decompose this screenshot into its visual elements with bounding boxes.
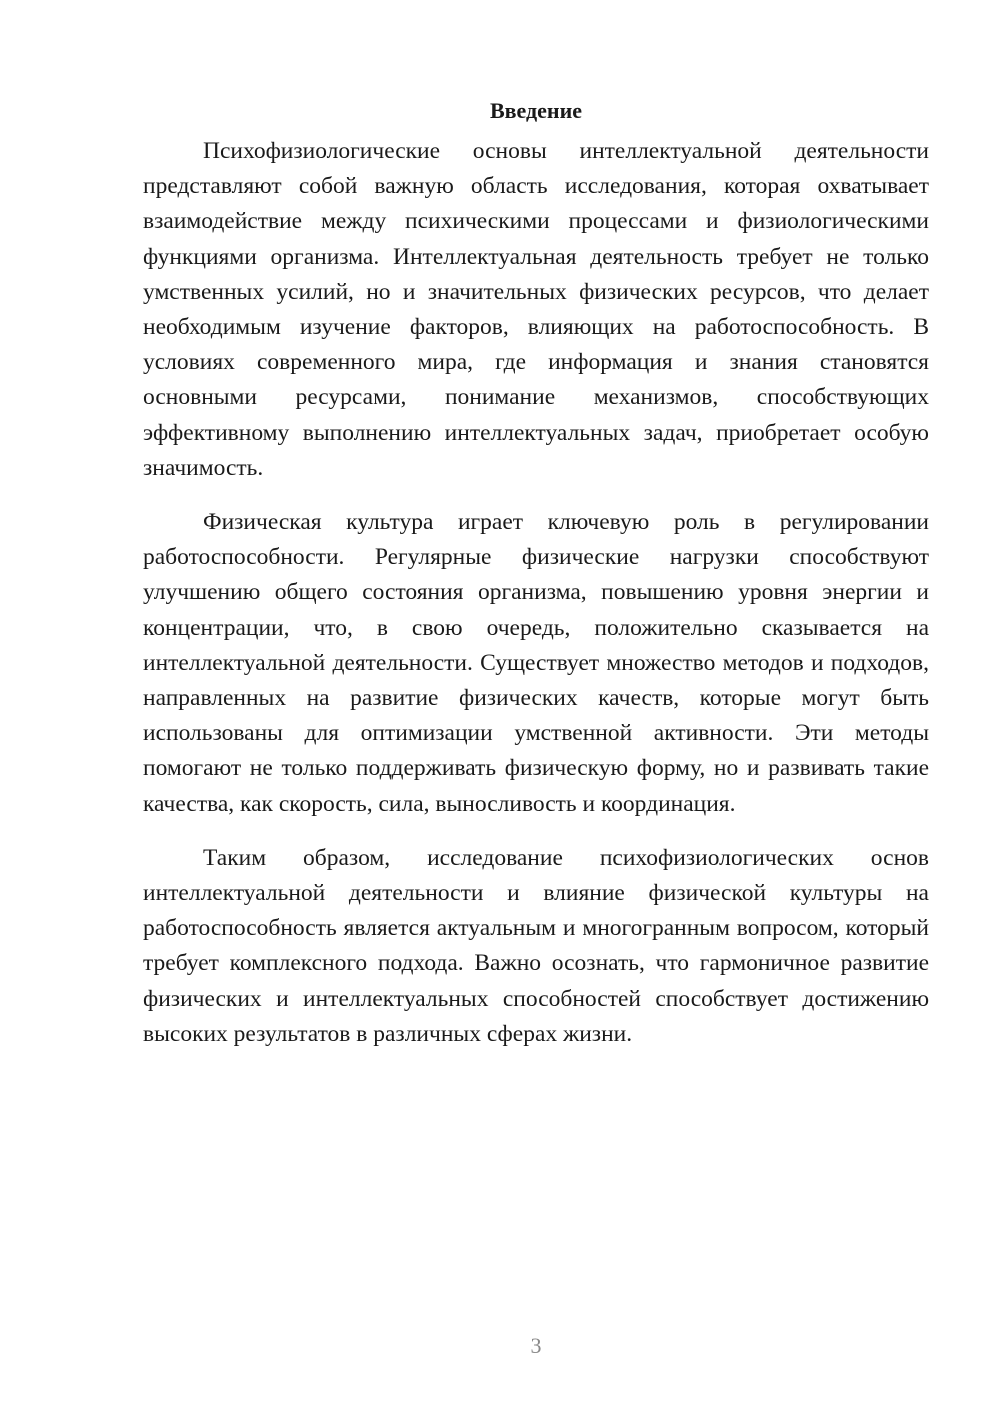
paragraph-2: Физическая культура играет ключевую роль в регулировании работоспособности. Регулярные физические нагрузки способствуют улучшению общего состояния организма, повышению уровня энергии и концентрации, что, в свою очередь, положительно сказывается на интеллектуальной деятельности. Существует множество методов и подходов, направленных на развитие физических качеств, которые могут быть использованы для оптимизации умственной активности. Эти методы помогают не только поддерживать физическую форму, но и развивать такие качества, как скорость, сила, выносливость и координация. [143, 509, 929, 817]
section-title: Введение [489, 98, 583, 123]
page-content [143, 94, 929, 1052]
paragraph-1: Психофизиологические основы интеллектуальной деятельности представляют собой важную область исследования, которая охватывает взаимодействие между психическими процессами и физиологическими функциями организма. Интеллектуальная деятельность требует не только умственных усилий, но и значительных физических ресурсов, что делает необходимым изучение факторов, влияющих на работоспособность. В условиях современного мира, где информация и знания становятся основными ресурсами, понимание механизмов, способствующих эффективному выполнению интеллектуальных задач, приобретает особую значимость. [143, 138, 929, 481]
page-number: 3 [530, 1333, 542, 1358]
paragraph-3: Таким образом, исследование психофизиологических основ интеллектуальной деятельности и влияние физической культуры на работоспособность является актуальным и многогранным вопросом, который требует комплексного подхода. Важно осознать, что гармоничное развитие физических и интеллектуальных способностей способствует достижению высоких результатов в различных сферах жизни. [143, 844, 929, 1047]
